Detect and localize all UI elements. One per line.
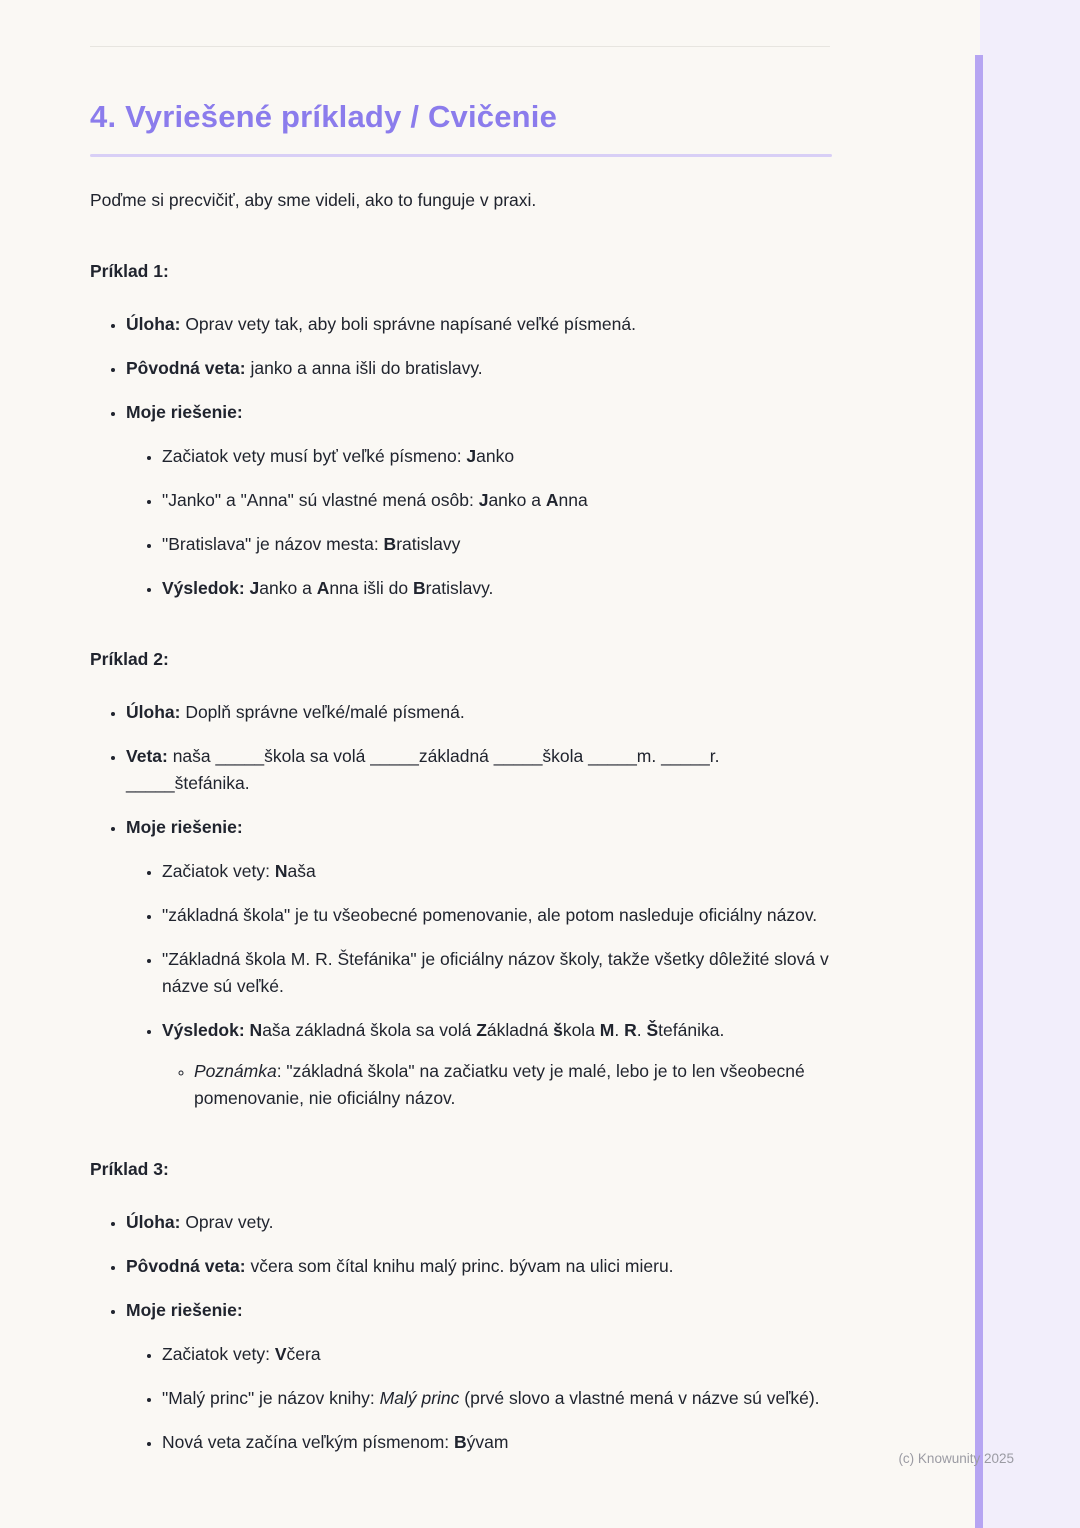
list-item — [162, 902, 832, 929]
text-segment: V — [274, 1344, 287, 1364]
text-segment: J — [478, 490, 489, 510]
text-segment: Malý princ — [379, 1388, 460, 1408]
list-item — [162, 858, 832, 885]
list-item — [162, 487, 832, 514]
text-segment: Moje riešenie: — [126, 1300, 243, 1320]
text-segment: Začiatok vety: — [162, 861, 275, 881]
text-segment: Moje riešenie: — [126, 402, 243, 422]
text-segment: aša — [287, 861, 316, 881]
list-item — [126, 1253, 832, 1280]
list-item — [126, 1209, 832, 1236]
list-item — [126, 699, 832, 726]
text-segment: aša základná škola sa volá — [262, 1020, 477, 1040]
text-segment: Veta: — [126, 746, 168, 766]
list-level-1 — [90, 699, 832, 1112]
text-segment: čera — [286, 1344, 321, 1364]
text-segment: naša _____škola sa volá _____základná _____škola _____m. _____r. _____štefánika. — [126, 746, 720, 793]
text-segment: "Základná škola M. R. Štefánika" je oficiálny názov školy, takže všetky dôležité slová v názve sú veľké. — [162, 949, 829, 996]
list-item — [126, 1297, 832, 1456]
text-segment: . — [636, 1020, 647, 1040]
text-segment: nna — [558, 490, 588, 510]
text-segment: B — [383, 534, 397, 554]
text-segment: Začiatok vety: — [162, 1344, 275, 1364]
document-content — [90, 258, 832, 1456]
scrollbar-thumb[interactable] — [975, 55, 983, 1528]
list-item — [126, 814, 832, 1112]
title-underline — [90, 154, 832, 157]
list-level-2 — [126, 858, 832, 1112]
text-segment: Pôvodná veta: — [126, 1256, 246, 1276]
list-item — [162, 1341, 832, 1368]
list-item — [162, 575, 832, 602]
text-segment: anko — [476, 446, 515, 466]
document-page — [90, 0, 832, 1473]
list-item — [162, 1385, 832, 1412]
text-segment: Úloha: — [126, 1212, 181, 1232]
text-segment: (prvé slovo a vlastné mená v názve sú veľké). — [459, 1388, 820, 1408]
text-segment: Nová veta začína veľkým písmenom: — [162, 1432, 455, 1452]
text-segment: B — [454, 1432, 467, 1452]
text-segment: : "základná škola" na začiatku vety je malé, lebo je to len všeobecné pomenovanie, nie oficiálny názov. — [194, 1061, 805, 1108]
text-segment: anko a — [259, 578, 317, 598]
list-item — [162, 1017, 832, 1112]
text-segment: ratislavy. — [425, 578, 494, 598]
text-segment: "základná škola" je tu všeobecné pomenovanie, ale potom nasleduje oficiálny názov. — [162, 905, 818, 925]
text-segment: Doplň správne veľké/malé písmená. — [180, 702, 465, 722]
text-segment: N — [274, 861, 288, 881]
text-segment: Oprav vety tak, aby boli správne napísané veľké písmená. — [180, 314, 636, 334]
list-item — [162, 531, 832, 558]
text-segment: janko a anna išli do bratislavy. — [245, 358, 483, 378]
text-segment: nna išli do — [329, 578, 413, 598]
text-segment: anko a — [488, 490, 546, 510]
list-item — [162, 443, 832, 470]
text-segment: M — [599, 1020, 615, 1040]
text-segment: "Bratislava" je názov mesta: — [162, 534, 384, 554]
text-segment: ákladná — [486, 1020, 554, 1040]
list-item — [126, 355, 832, 382]
text-segment: R — [624, 1020, 637, 1040]
copyright-note: (c) Knowunity 2025 — [898, 1451, 1014, 1466]
text-segment: ývam — [466, 1432, 509, 1452]
list-level-1 — [90, 1209, 832, 1456]
text-segment: š — [553, 1020, 563, 1040]
list-item — [194, 1058, 832, 1112]
text-segment: Oprav vety. — [180, 1212, 274, 1232]
text-segment: A — [316, 578, 330, 598]
text-segment: B — [413, 578, 426, 598]
text-segment: Výsledok: J — [162, 578, 260, 598]
text-segment: Úloha: — [126, 702, 181, 722]
intro-paragraph: Poďme si precvičiť, aby sme videli, ako to funguje v praxi. — [90, 190, 537, 210]
list-level-3 — [162, 1058, 832, 1112]
example-heading: Príklad 1: — [90, 261, 169, 281]
page-title: 4. Vyriešené príklady / Cvičenie — [90, 99, 558, 134]
list-item — [162, 1429, 832, 1456]
list-item — [126, 399, 832, 602]
text-segment: Úloha: — [126, 314, 181, 334]
scrollbar-track — [980, 0, 1080, 1528]
list-item — [126, 743, 832, 797]
text-segment: "Janko" a "Anna" sú vlastné mená osôb: — [162, 490, 479, 510]
text-segment: Š — [646, 1020, 659, 1040]
text-segment: kola — [562, 1020, 600, 1040]
text-segment: včera som čítal knihu malý princ. bývam na ulici mieru. — [245, 1256, 674, 1276]
text-segment: tefánika. — [658, 1020, 725, 1040]
text-segment: "Malý princ" je názov knihy: — [162, 1388, 380, 1408]
text-segment: Moje riešenie: — [126, 817, 243, 837]
list-item — [162, 946, 832, 1000]
text-segment: A — [545, 490, 559, 510]
text-segment: Poznámka — [194, 1061, 277, 1081]
text-segment: ratislavy — [396, 534, 461, 554]
text-segment: Z — [476, 1020, 487, 1040]
text-segment: J — [466, 446, 477, 466]
list-level-1 — [90, 311, 832, 602]
list-level-2 — [126, 1341, 832, 1456]
text-segment: Výsledok: N — [162, 1020, 263, 1040]
list-item — [126, 311, 832, 338]
text-segment: Pôvodná veta: — [126, 358, 246, 378]
text-segment: . — [614, 1020, 625, 1040]
list-level-2 — [126, 443, 832, 602]
example-heading: Príklad 3: — [90, 1159, 169, 1179]
text-segment: Začiatok vety musí byť veľké písmeno: — [162, 446, 467, 466]
example-heading: Príklad 2: — [90, 649, 169, 669]
